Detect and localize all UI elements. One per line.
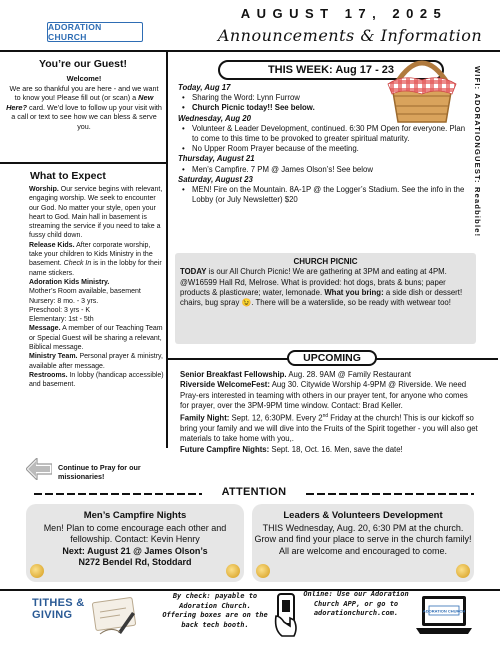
upcoming-family-night: Family Night: Sept. 12, 6:30PM. Every 2nd Friday at the church! This is our kickoff so bring your family and we will dive into the Fruits of the Spirit together - you will also get materials to take home with you,. — [180, 413, 478, 444]
guest-title: You’re our Guest! — [39, 58, 127, 70]
leaders-development-card — [252, 504, 474, 582]
mobile-app-icon — [272, 592, 300, 638]
card-title: Leaders & Volunteers Development — [283, 510, 443, 521]
schedule-day: Today, Aug 17 — [178, 83, 231, 92]
schedule-item: • Men’s Campfire. 7 PM @ James Olson’s! See below — [178, 165, 466, 175]
giving-check-icon — [88, 592, 138, 640]
laptop-logo-text: ADORATION CHURCH — [422, 608, 466, 614]
upcoming-rule-left — [168, 358, 288, 360]
card-address: N272 Bendel Rd, Stoddard — [78, 556, 192, 567]
expect-release-kids: Release Kids. After corporate worship, take your children to Kids Ministry in the basement. Check In is in the lobby for their name stickers. — [29, 241, 162, 277]
arrow-left-icon — [26, 458, 52, 480]
this-week-title: THIS WEEK: Aug 17 - 23 — [218, 60, 444, 80]
schedule-item: • No Upper Room Prayer because of the meeting. — [178, 144, 466, 154]
decor-dot-icon — [30, 564, 44, 578]
upcoming-title: UPCOMING — [287, 350, 377, 366]
missionaries-note: Continue to Pray for our missionaries! — [58, 463, 141, 481]
card-body: THIS Wednesday, Aug. 20, 6:30 PM at the church. Grow and find your place to serve in the church family! All are welcome and encouraged to come. — [254, 523, 472, 556]
expect-worship: Worship. Our service begins with relevant, engaging worship. We seek to encounter our God. No matter your style, open your heart to God. Main hall in basement is streaming the service if you need to take a fussy child down. — [29, 186, 163, 240]
church-picnic-box — [175, 253, 476, 344]
schedule-day: Thursday, August 21 — [178, 154, 255, 164]
expect-restrooms: Restrooms. In lobby (handicap accessible) and basement. — [29, 371, 164, 389]
guest-welcome-block — [6, 74, 162, 131]
bulletin-subtitle: Announcements & Information — [217, 26, 483, 45]
attention-dash-right — [306, 493, 474, 495]
guest-welcome-text: We are so thankful you are here - and we want to know you! Please fill out (or scan) a New Here? card. We’d love to follow up your visit with a call or text to see how we can bless & serve you. — [6, 83, 162, 131]
column-divider — [166, 50, 168, 448]
upcoming-list — [180, 370, 478, 455]
new-here-card: New Here? — [6, 93, 154, 112]
footer-divider — [0, 589, 500, 591]
schedule-item: • Church Picnic today!! See below. — [178, 103, 466, 113]
left-section-divider — [0, 162, 166, 164]
upcoming-rule-right — [376, 358, 498, 360]
schedule-item: • MEN! Fire on the Mountain. 8A-1P @ the Logger’s Stadium. See the info in the Lobby (or July Newsletter) $20 — [178, 185, 466, 205]
weekly-schedule — [178, 83, 466, 205]
bulletin-date: AUGUST 17, 2025 — [240, 6, 448, 21]
decor-dot-icon — [256, 564, 270, 578]
upcoming-campfire: Future Campfire Nights: Sept. 18, Oct. 16. Men, save the date! — [180, 444, 403, 454]
expect-title: What to Expect — [30, 170, 106, 182]
schedule-item: • Sharing the Word: Lynn Furrow — [178, 93, 466, 103]
schedule-day: Wednesday, Aug 20 — [178, 113, 251, 123]
tithes-giving-label: TITHES & GIVING — [32, 597, 85, 621]
picnic-title: CHURCH PICNIC — [293, 257, 358, 266]
schedule-day: Saturday, August 23 — [178, 174, 253, 184]
card-next-date: Next: August 21 @ James Olson’s — [62, 545, 208, 556]
attention-header — [34, 486, 474, 502]
mens-campfire-card — [26, 504, 244, 582]
attention-dash-left — [34, 493, 202, 495]
upcoming-senior: Senior Breakfast Fellowship. Aug. 28. 9AM @ Family Restaurant — [180, 370, 412, 379]
online-giving-info: Online: Use our Adoration Church APP, or go to adorationchurch.com. — [303, 590, 409, 618]
expect-list — [29, 185, 165, 390]
laptop-icon — [414, 594, 474, 638]
picnic-text: TODAY is our All Church Picnic! We are gathering at 3PM and eating at 4PM. @W16599 Hall Rd, Melrose. What is provided: hot dogs, brats & buns; paper products & plasticware; water, lemonade. What you bring: a side dish or dessert! chairs, bug spray 😉. There will be a waterslide, so be ready with wetwear too! — [180, 267, 463, 308]
card-body: Men! Plan to come encourage each other and fellowship. Contact: Kevin Henry — [43, 523, 227, 545]
schedule-item: • Volunteer & Leader Development, continued. 6:30 PM Open for everyone. Plan to come to this time to be provoked to greater spiritual maturity. — [178, 124, 466, 144]
expect-ministry-team: Ministry Team. Personal prayer & ministry, available after message. — [29, 353, 163, 370]
wifi-info: WIFI: ADORATIONGUEST: Readbible! — [473, 66, 482, 238]
expect-kids-ministry: Adoration Kids Ministry. Mother’s Room available, basement Nursery: 8 mo. - 3 yrs. Preschool: 3 yrs - K Elementary: 1st - 5th — [29, 278, 141, 324]
decor-dot-icon — [456, 564, 470, 578]
upcoming-riverside: Riverside WelcomeFest: Aug 30. Citywide Worship 4-9PM @ Riverside. We need Pray-ers interested in teaming with others in our prayer tent, for anyone who comes for prayer, over the 3PM-9PM time window. Contact: Brad Keller. — [180, 380, 468, 410]
guest-welcome-heading: Welcome! — [66, 74, 102, 83]
upcoming-header — [168, 350, 498, 366]
decor-dot-icon — [226, 564, 240, 578]
by-check-info: By check: payable to Adoration Church. Offering boxes are on the back tech booth. — [162, 592, 268, 629]
expect-message: Message. A member of our Teaching Team or Special Guest will be sharing a relevant, Biblical message. — [29, 325, 163, 352]
wink-emoji-icon: 😉 — [241, 298, 252, 308]
attention-title: ATTENTION — [221, 486, 287, 498]
card-title: Men’s Campfire Nights — [83, 510, 187, 521]
church-logo: ADORATION CHURCH — [47, 22, 143, 42]
